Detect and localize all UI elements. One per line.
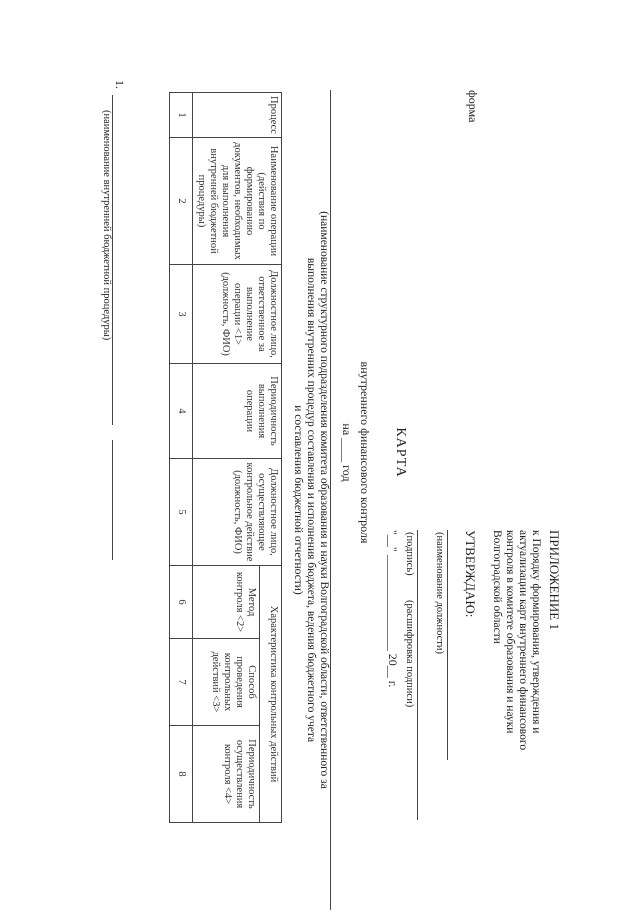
unit-line: [330, 90, 331, 910]
column-header: Должностное лицо, ответственное за выполнение операции <1> (должность, ФИО): [193, 265, 282, 364]
column-number: 2: [170, 138, 193, 265]
order-line: к Порядку формирования, утверждения и: [530, 530, 542, 734]
column-number: 3: [170, 265, 193, 364]
column-header: Способ проведения контрольных действий <3>: [193, 639, 260, 726]
table-header-row: [260, 93, 282, 823]
column-number: 5: [170, 459, 193, 566]
column-number: 8: [170, 726, 193, 823]
column-number: 4: [170, 364, 193, 459]
column-number: 1: [170, 93, 193, 138]
order-line: контроля в комитете образования и науки: [504, 530, 516, 734]
row-label: 1.: [113, 80, 127, 89]
appendix-heading: ПРИЛОЖЕНИЕ 1: [547, 530, 562, 630]
table-number-row: [170, 93, 193, 823]
order-reference: [490, 530, 542, 750]
year-line: на ____ год: [340, 423, 354, 482]
position-caption: (наименование должности): [434, 532, 445, 655]
procedure-caption: (наименование внутренней бюджетной процедуры): [101, 110, 112, 341]
signature-line: [417, 530, 418, 820]
unit-caption-line: выполнения внутренних процедур составления и исполнения бюджета, ведения бюджетного учета: [305, 257, 317, 743]
form-label: форма: [466, 90, 480, 123]
signature-caption: (подпись): [404, 532, 415, 576]
order-line: актуализации карт внутреннего финансового: [517, 530, 529, 751]
procedure-line-extension: [112, 440, 113, 560]
control-map-table: [169, 92, 282, 823]
column-number: 7: [170, 639, 193, 726]
order-line: Волгоградской области: [491, 530, 503, 644]
procedure-line: [112, 95, 113, 425]
transcript-caption: (расшифровка подписи): [404, 600, 415, 708]
unit-caption: [291, 90, 330, 910]
document-title: КАРТА: [393, 427, 408, 478]
approval-title: УТВЕРЖДАЮ:: [463, 530, 478, 618]
approval-date: "__" ________________ 20__ г.: [386, 530, 400, 688]
column-header: Периодичность осуществления контроля <4>: [193, 726, 260, 823]
column-number: 6: [170, 566, 193, 639]
document-subtitle: внутреннего финансового контроля: [358, 361, 372, 544]
column-header: Периодичность выполнения операции: [193, 364, 282, 459]
column-header: Процесс: [193, 93, 282, 138]
group-header: Характеристика контрольных действий: [260, 566, 282, 823]
unit-caption-line: и составления бюджетной отчетности): [292, 405, 304, 595]
unit-caption-line: (наименование структурного подразделения комитета образования и науки Волгоградской области, ответственного за: [318, 211, 330, 789]
column-header: Должностное лицо, осуществляющее контрольное действие (должность, ФИО): [193, 459, 282, 566]
column-header: Метод контроля <2>: [193, 566, 260, 639]
column-header: Наименование операции (действия по формированию документов, необходимых для выполнения внутренней бюджетной процедуры): [193, 138, 282, 265]
position-line: [447, 530, 448, 760]
